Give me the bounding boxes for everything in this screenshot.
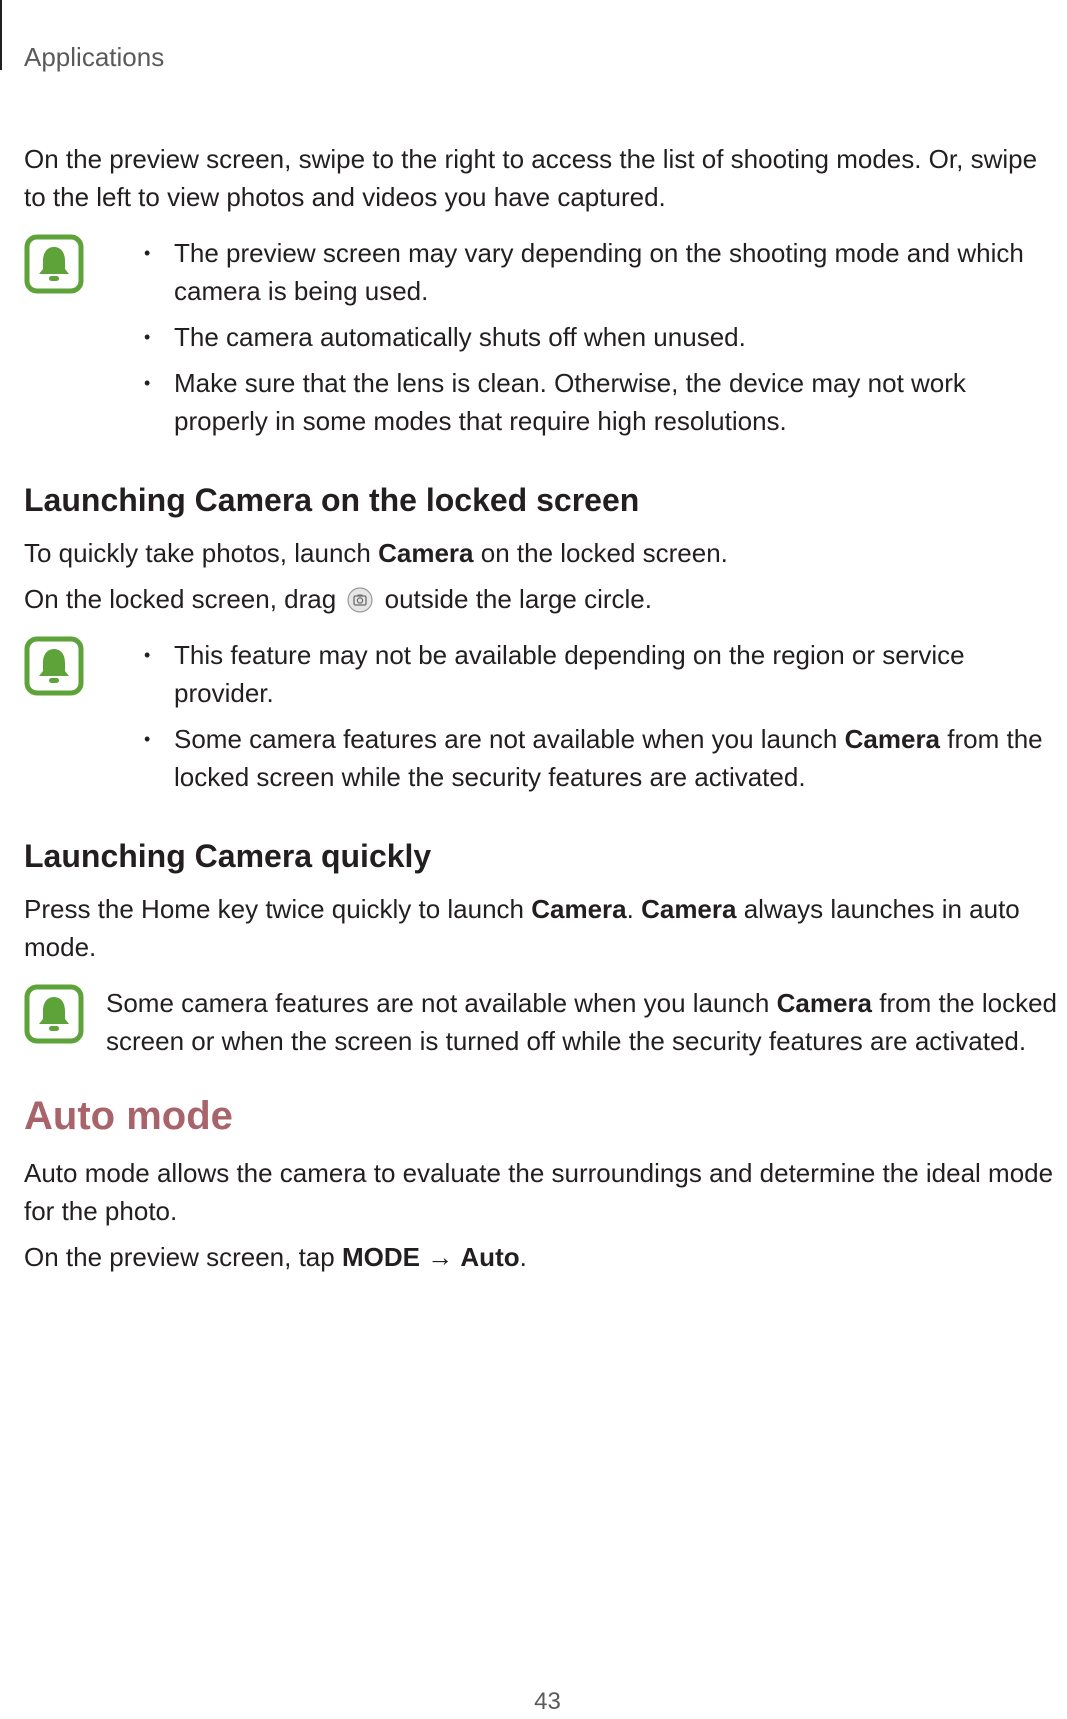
heading-auto-mode: Auto mode xyxy=(24,1094,233,1138)
bullet-icon: • xyxy=(144,373,151,393)
bell-notice-icon xyxy=(24,636,84,696)
list-item: • The camera automatically shuts off when unused. xyxy=(108,318,1064,356)
bullet-icon: • xyxy=(144,327,151,347)
bullet-icon: • xyxy=(144,243,151,263)
heading-launch-quickly: Launching Camera quickly xyxy=(24,838,432,874)
bell-notice-icon xyxy=(24,234,84,294)
auto-paragraph-1: Auto mode allows the camera to evaluate the surroundings and determine the ideal mode for the photo. xyxy=(24,1158,1054,1226)
bullet-icon: • xyxy=(144,729,151,749)
page-content xyxy=(24,140,1064,1284)
quickly-paragraph: Press the Home key twice quickly to launch Camera. Camera always launches in auto mode. xyxy=(24,894,1020,962)
notice-3-text: Some camera features are not available when you launch Camera from the locked screen or when the screen is turned off while the security features are activated. xyxy=(106,988,1058,1056)
locked-paragraph-2: On the locked screen, drag outside the large circle. xyxy=(24,584,652,614)
heading-locked-screen: Launching Camera on the locked screen xyxy=(24,482,640,518)
list-item: • Make sure that the lens is clean. Otherwise, the device may not work properly in some modes that require high resolutions. xyxy=(108,364,1064,440)
list-item: • Some camera features are not available when you launch Camera from the locked screen while the security features are activated. xyxy=(108,720,1064,796)
notice-1-list xyxy=(108,234,1064,440)
header-rule xyxy=(0,0,2,70)
notice-box-2 xyxy=(24,636,1064,804)
intro-paragraph: On the preview screen, swipe to the right to access the list of shooting modes. Or, swipe to the left to view photos and videos you have captured. xyxy=(24,144,1038,212)
notice-box-1 xyxy=(24,234,1064,448)
notice-2-list xyxy=(108,636,1064,796)
locked-paragraph-1: To quickly take photos, launch Camera on the locked screen. xyxy=(24,538,728,568)
bell-notice-icon xyxy=(24,984,84,1044)
section-label: Applications xyxy=(24,42,165,72)
auto-paragraph-2: On the preview screen, tap MODE → Auto. xyxy=(24,1242,527,1272)
notice-box-3 xyxy=(24,984,1064,1060)
bullet-icon: • xyxy=(144,645,151,665)
camera-icon xyxy=(347,587,373,613)
list-item: • The preview screen may vary depending on the shooting mode and which camera is being used. xyxy=(108,234,1064,310)
list-item: • This feature may not be available depending on the region or service provider. xyxy=(108,636,1064,712)
page-number: 43 xyxy=(534,1688,561,1715)
